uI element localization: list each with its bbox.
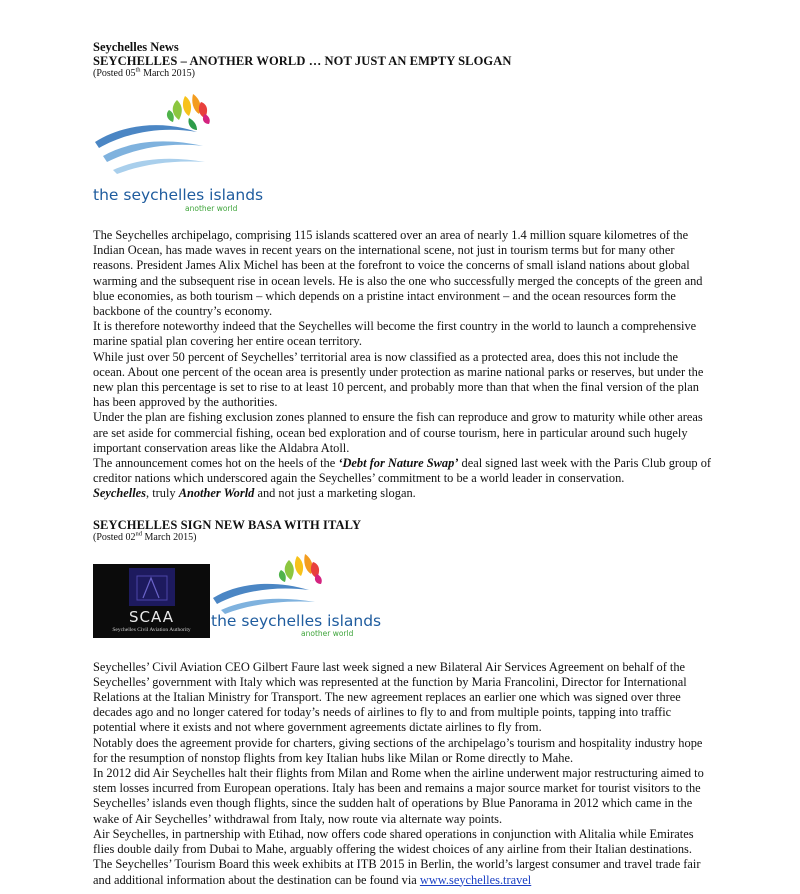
paragraph: Under the plan are fishing exclusion zones planned to ensure the fish can reproduce and grow to maturity while other areas are set aside for commercial fishing, ocean bed exploration and of course tourism, here in particular around such hugely important conservation areas like the Aldabra Atoll. [93,410,703,455]
section-label: Seychelles News [93,40,179,54]
paragraph: The Seychelles archipelago, comprising 115 islands scattered over an area of nearly 1.4 million square kilometres of the Indian Ocean, has made waves in recent years on the international scene, not just in tourism terms but for many other reasons. President James Alix Michel has been at the forefront to voice the concerns of small island nations about global warming and the subsequent rise in ocean levels. He is also the one who successfully merged the concepts of the green and blue economies, as both tourism – which depends on a pristine intact environment – and the ocean resources form the backbone of the country’s economy. [93,228,703,319]
paragraph: The Seychelles’ Tourism Board this week exhibits at ITB 2015 in Berlin, the world’s largest consumer and travel trade fair and additional information about the destination can be found via www.seychelles.travel [93,857,701,887]
paragraph: It is therefore noteworthy indeed that the Seychelles will become the first country in the world to launch a comprehensive marine spatial plan covering her entire ocean territory. [93,319,697,349]
seychelles-logo [211,554,382,638]
logo-row [93,564,713,648]
news-page [93,40,713,888]
scaa-name: SCAA [129,607,174,626]
article-body [93,228,713,502]
logo-sub-text: another world [301,628,354,638]
logo-sub-text: another world [185,204,238,213]
seychelles-logo [93,80,713,220]
article-body [93,660,713,888]
paragraph: Notably does the agreement provide for charters, giving sections of the archipelago’s tourism and hospitality industry hope for the resumption of nonstop flights from key Italian hubs like Milan or Rome directly to Mahe. [93,735,703,765]
seychelles-travel-link[interactable]: www.seychelles.travel [419,872,532,887]
scaa-logo [93,564,210,638]
paragraph: The announcement comes hot on the heels of the ‘Debt for Nature Swap’ deal signed last week with the Paris Club group of creditor nations which underscored again the Seychelles’ commitment to be a world leader in conservation. [93,456,712,486]
article-title: SEYCHELLES SIGN NEW BASA WITH ITALY [93,517,362,532]
closing-line: Seychelles, truly Another World and not just a marketing slogan. [93,486,416,501]
posted-date: (Posted 02nd March 2015) [93,530,197,543]
paragraph: In 2012 did Air Seychelles halt their flights from Milan and Rome when the airline underwent major restructuring aimed to stem losses incurred from European operations. Italy has been and remains a major source market for tourist visitors to the Seychelles’ islands even though flights, since the sudden halt of operations by Blue Panorama in 2012 which came in the wake of Air Seychelles’ withdrawal from Italy, now route via alternate way points. [93,766,704,826]
logo-main-text: the seychelles islands [93,186,264,204]
paragraph: Seychelles’ Civil Aviation CEO Gilbert Faure last week signed a new Bilateral Air Services Agreement on behalf of the Seychelles’ government with Italy which was represented at the function by Maria Francolini, Director for International Relations at the Italian Ministry for Transport. The new agreement replaces an earlier one which was signed over three decades ago and no longer catered for today’s needs of airlines to fly to and from multiple points, tapping into traffic potential where it exists and not where government agreements dictate airlines to fly from. [93,659,687,735]
scaa-subtitle: Seychelles Civil Aviation Authority [112,626,191,633]
article-title: SEYCHELLES – ANOTHER WORLD … NOT JUST AN EMPTY SLOGAN [93,54,512,68]
posted-date: (Posted 05th March 2015) [93,66,195,79]
paragraph: While just over 50 percent of Seychelles’ territorial area is now classified as a protected area, does this not include the ocean. About one percent of the ocean area is presently under protection as marine national parks or reserves, but under the new plan this percentage is set to rise to at least 10 percent, and probably more than that when the final version of the plan has been approved by the authorities. [93,349,704,410]
paragraph: Air Seychelles, in partnership with Etihad, now offers code shared operations in conjunction with Alitalia while Emirates flies double daily from Dubai to Mahe, arguably offering the widest choices of any airline from their Italian destinations. [93,826,694,857]
logo-main-text: the seychelles islands [211,611,382,630]
